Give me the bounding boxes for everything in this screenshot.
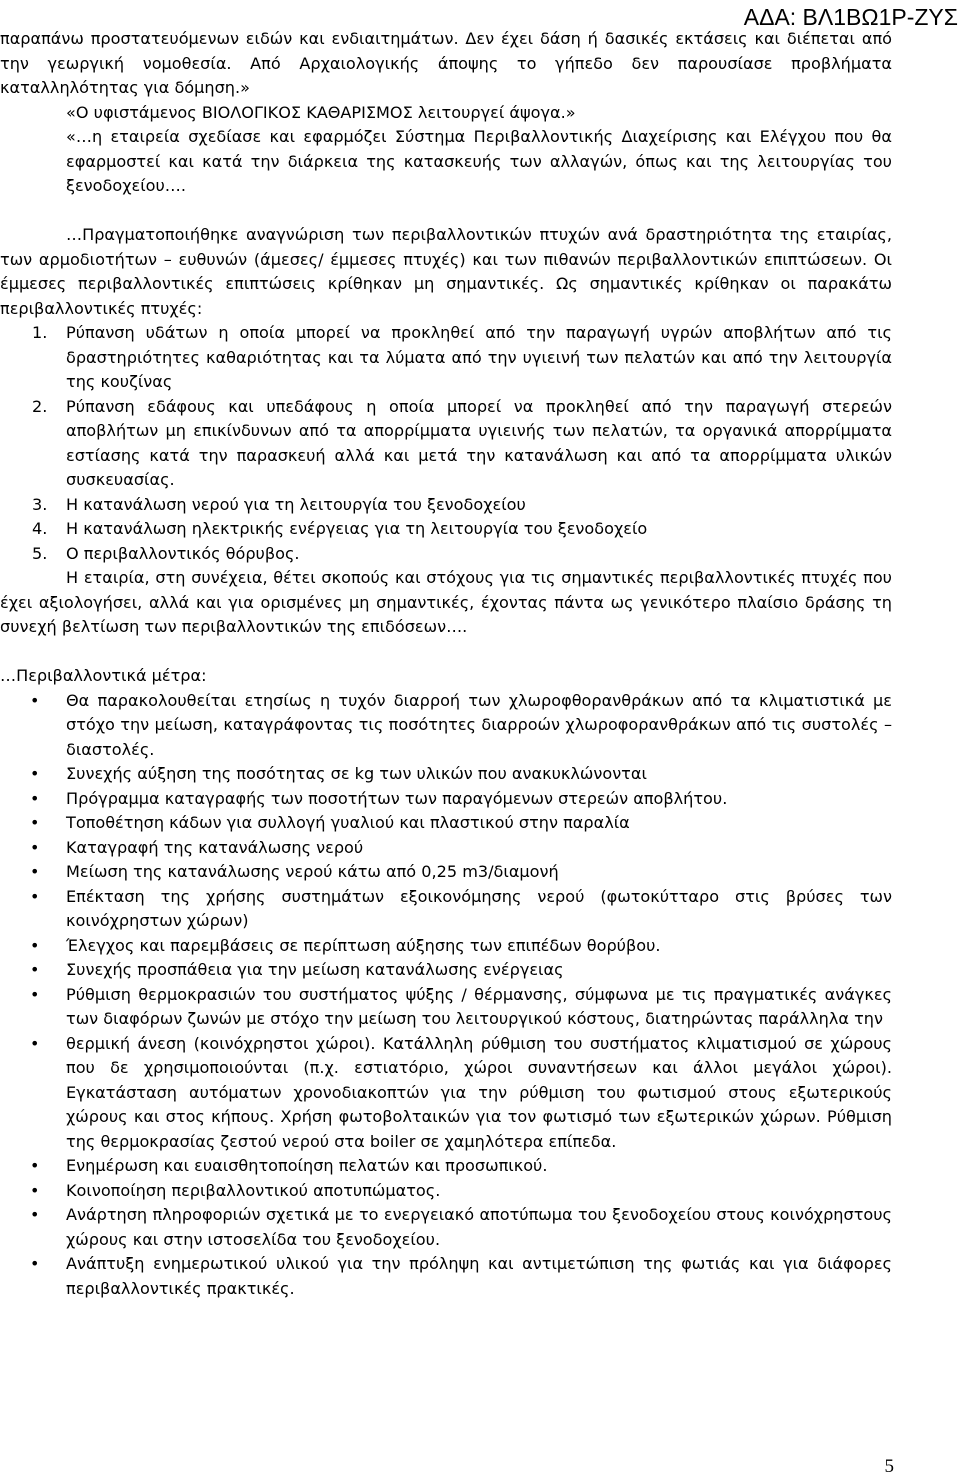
list-item xyxy=(0,517,892,542)
item-text: Θα παρακολουθείται ετησίως η τυχόν διαρροή των χλωροφθορανθράκων από τα κλιματιστικά με στόχο την μείωση, καταγράφοντας τις ποσότητες διαρροών χλωροφορανθράκων από τις συστολές – διαστολές. xyxy=(66,690,892,759)
bullet-icon: • xyxy=(30,813,40,832)
list-item xyxy=(0,762,892,787)
item-number: 1. xyxy=(32,323,48,342)
bullet-icon: • xyxy=(30,1180,40,1200)
list-item xyxy=(0,1179,892,1204)
item-text: Η κατανάλωση νερού για τη λειτουργία του ξενοδοχείου xyxy=(66,494,526,514)
item-text: Ανάρτηση πληροφοριών σχετικά με το ενεργειακό αποτύπωμα του ξενοδοχείου στους κοινόχρηστους χώρους και στην ιστοσελίδα του ξενοδοχείου. xyxy=(66,1205,892,1249)
item-text: Ρύπανση εδάφους και υπεδάφους η οποία μπορεί να προκληθεί από την παραγωγή στερεών αποβλήτων μη επικίνδυνων από τα απορρίμματα υγιεινής των πελατών, τα οργανικά απορρίμματα εστίασης κατά την παρασκευή αλλά και μετά την κατανάλωση και από τα απορρίμματα υλικών συσκευασίας. xyxy=(66,396,892,489)
list-item xyxy=(0,934,892,959)
ada-code: ΑΔΑ: ΒΛ1ΒΩ1Ρ-ΖΥΣ xyxy=(743,4,958,30)
bullet-icon: • xyxy=(30,862,40,881)
objectives-paragraph xyxy=(0,566,892,640)
list-item xyxy=(0,811,892,836)
list-item xyxy=(0,1252,892,1301)
bullet-icon: • xyxy=(30,984,40,1004)
item-number: 5. xyxy=(32,543,48,563)
list-item xyxy=(0,1032,892,1155)
significant-aspects-list xyxy=(0,321,892,566)
bullet-icon: • xyxy=(30,960,40,979)
list-item xyxy=(0,1154,892,1179)
measures-list xyxy=(0,689,892,1302)
list-item xyxy=(0,787,892,812)
list-item xyxy=(0,836,892,861)
management-system-paragraph: «…η εταιρεία σχεδίασε και εφαρμόζει Σύστημα Περιβαλλοντικής Διαχείρισης και Ελέγχου που θα εφαρμοστεί και κατά την διάρκεια της κατασκευής των αλλαγών, όπως και της λειτουργίας του ξενοδοχείου…. xyxy=(66,127,892,195)
item-text: Πρόγραμμα καταγραφής των ποσοτήτων των παραγόμενων στερεών αποβλήτου. xyxy=(66,788,728,808)
measures-title: …Περιβαλλοντικά μέτρα: xyxy=(0,666,207,685)
bullet-icon: • xyxy=(30,788,40,808)
list-item xyxy=(0,885,892,934)
bullet-icon: • xyxy=(30,886,40,906)
item-text: Έλεγχος και παρεμβάσεις σε περίπτωση αύξησης των επιπέδων θορύβου. xyxy=(66,935,661,955)
list-item xyxy=(0,860,892,885)
item-number: 2. xyxy=(32,396,48,416)
bullet-icon: • xyxy=(30,1205,40,1224)
bullet-icon: • xyxy=(30,1033,40,1053)
biological-cleaning-statement: «Ο υφιστάμενος ΒΙΟΛΟΓΙΚΟΣ ΚΑΘΑΡΙΣΜΟΣ λειτουργεί άψογα.» xyxy=(66,102,576,122)
bullet-icon: • xyxy=(30,764,40,783)
item-text: Ρύπανση υδάτων η οποία μπορεί να προκληθεί από την παραγωγή υγρών αποβλήτων από τις δραστηριότητες καθαριότητας και τα λύματα από την υγιεινή των πελατών και από την λειτουργία της κουζίνας xyxy=(66,323,892,391)
spacer xyxy=(0,199,892,224)
item-text: Ανάπτυξη ενημερωτικού υλικού για την πρόληψη και αντιμετώπιση της φωτιάς και για διάφορες περιβαλλοντικές πρακτικές. xyxy=(66,1254,892,1298)
bullet-icon: • xyxy=(30,1156,40,1175)
item-text: Η κατανάλωση ηλεκτρικής ενέργειας για τη λειτουργία του ξενοδοχείο xyxy=(66,519,648,538)
list-item xyxy=(0,689,892,763)
item-text: Καταγραφή της κατανάλωσης νερού xyxy=(66,837,364,857)
bullet-icon: • xyxy=(30,690,40,710)
document-body xyxy=(0,27,892,1301)
page-number: 5 xyxy=(884,1456,894,1477)
item-text: Κοινοποίηση περιβαλλοντικού αποτυπώματος. xyxy=(66,1180,441,1200)
item-text: Ρύθμιση θερμοκρασιών του συστήματος ψύξης / θέρμανσης, σύμφωνα με τις πραγματικές ανάγκες των διαφόρων ζωνών με στόχο την μείωση του λειτουργικού κόστους, διατηρώντας παράλληλα την xyxy=(66,984,892,1028)
item-text: Ενημέρωση και ευαισθητοποίηση πελατών και προσωπικού. xyxy=(66,1156,548,1175)
list-item xyxy=(0,958,892,983)
item-text: Συνεχής προσπάθεια για την μείωση κατανάλωσης ενέργειας xyxy=(66,960,564,979)
bullet-icon: • xyxy=(30,1254,40,1273)
spacer xyxy=(0,640,892,665)
objectives-paragraph-text: Η εταιρία, στη συνέχεια, θέτει σκοπούς και στόχους για τις σημαντικές περιβαλλοντικές πτυχές που έχει αξιολογήσει, αλλά και για ορισμένες μη σημαντικές, έχοντας πάντα ως γενικότερο πλαίσιο δράσης τη συνεχή βελτίωση των περιβαλλοντικών της επιδόσεων…. xyxy=(0,568,892,636)
aspects-paragraph-text: …Πραγματοποιήθηκε αναγνώριση των περιβαλλοντικών πτυχών ανά δραστηριότητα της εταιρίας, των αρμοδιοτήτων – ευθυνών (άμεσες/ έμμεσες πτυχές) και των πιθανών περιβαλλοντικών επιπτώσεων. Οι έμμεσες περιβαλλοντικές επιπτώσεις κρίθηκαν μη σημαντικές. Ως σημαντικές κρίθηκαν οι παρακάτω περιβαλλοντικές πτυχές: xyxy=(0,225,892,318)
list-item xyxy=(0,1203,892,1252)
item-text: Ο περιβαλλοντικός θόρυβος. xyxy=(66,543,300,563)
item-text: θερμική άνεση (κοινόχρηστοι χώροι). Κατάλληλη ρύθμιση του συστήματος κλιματισμού σε χώρους που δε χρησιμοποιούνται (π.χ. εστιατόριο, χώροι συναντήσεων και άλλοι μεγάλοι χώροι). Εγκατάσταση αυτόματων χρονοδιακοπτών για την ρύθμιση του φωτισμού στους εξωτερικούς χώρους και στος κήπους. Χρήση φωτοβολταικών για τον φωτισμό των εξωτερικών χώρων. Ρύθμιση της θερμοκρασίας ζεστού νερού στα boiler σε χαμηλότερα επίπεδα. xyxy=(66,1033,892,1151)
list-item xyxy=(0,321,892,395)
item-text: Επέκταση της χρήσης συστημάτων εξοικονόμησης νερού (φωτοκύτταρο στις βρύσες των κοινόχρηστων χώρων) xyxy=(66,886,892,930)
list-item xyxy=(0,395,892,493)
item-number: 3. xyxy=(32,494,48,514)
item-text: Τοποθέτηση κάδων για συλλογή γυαλιού και πλαστικού στην παραλία xyxy=(66,813,630,832)
intro-paragraph: παραπάνω προστατευόμενων ειδών και ενδιαιτημάτων. Δεν έχει δάση ή δασικές εκτάσεις και διέπεται από την γεωργική νομοθεσία. Από Αρχαιολογικής άποψης το γήπεδο δεν παρουσίασε προβλήματα καταλληλότητας για δόμηση.» xyxy=(0,29,892,97)
item-number: 4. xyxy=(32,519,48,538)
item-text: Συνεχής αύξηση της ποσότητας σε kg των υλικών που ανακυκλώνονται xyxy=(66,764,647,783)
bullet-icon: • xyxy=(30,837,40,857)
list-item xyxy=(0,493,892,518)
list-item xyxy=(0,542,892,567)
list-item xyxy=(0,983,892,1032)
item-text: Μείωση της κατανάλωσης νερού κάτω από 0,25 m3/διαμονή xyxy=(66,862,559,881)
bullet-icon: • xyxy=(30,935,40,955)
aspects-paragraph xyxy=(0,223,892,321)
